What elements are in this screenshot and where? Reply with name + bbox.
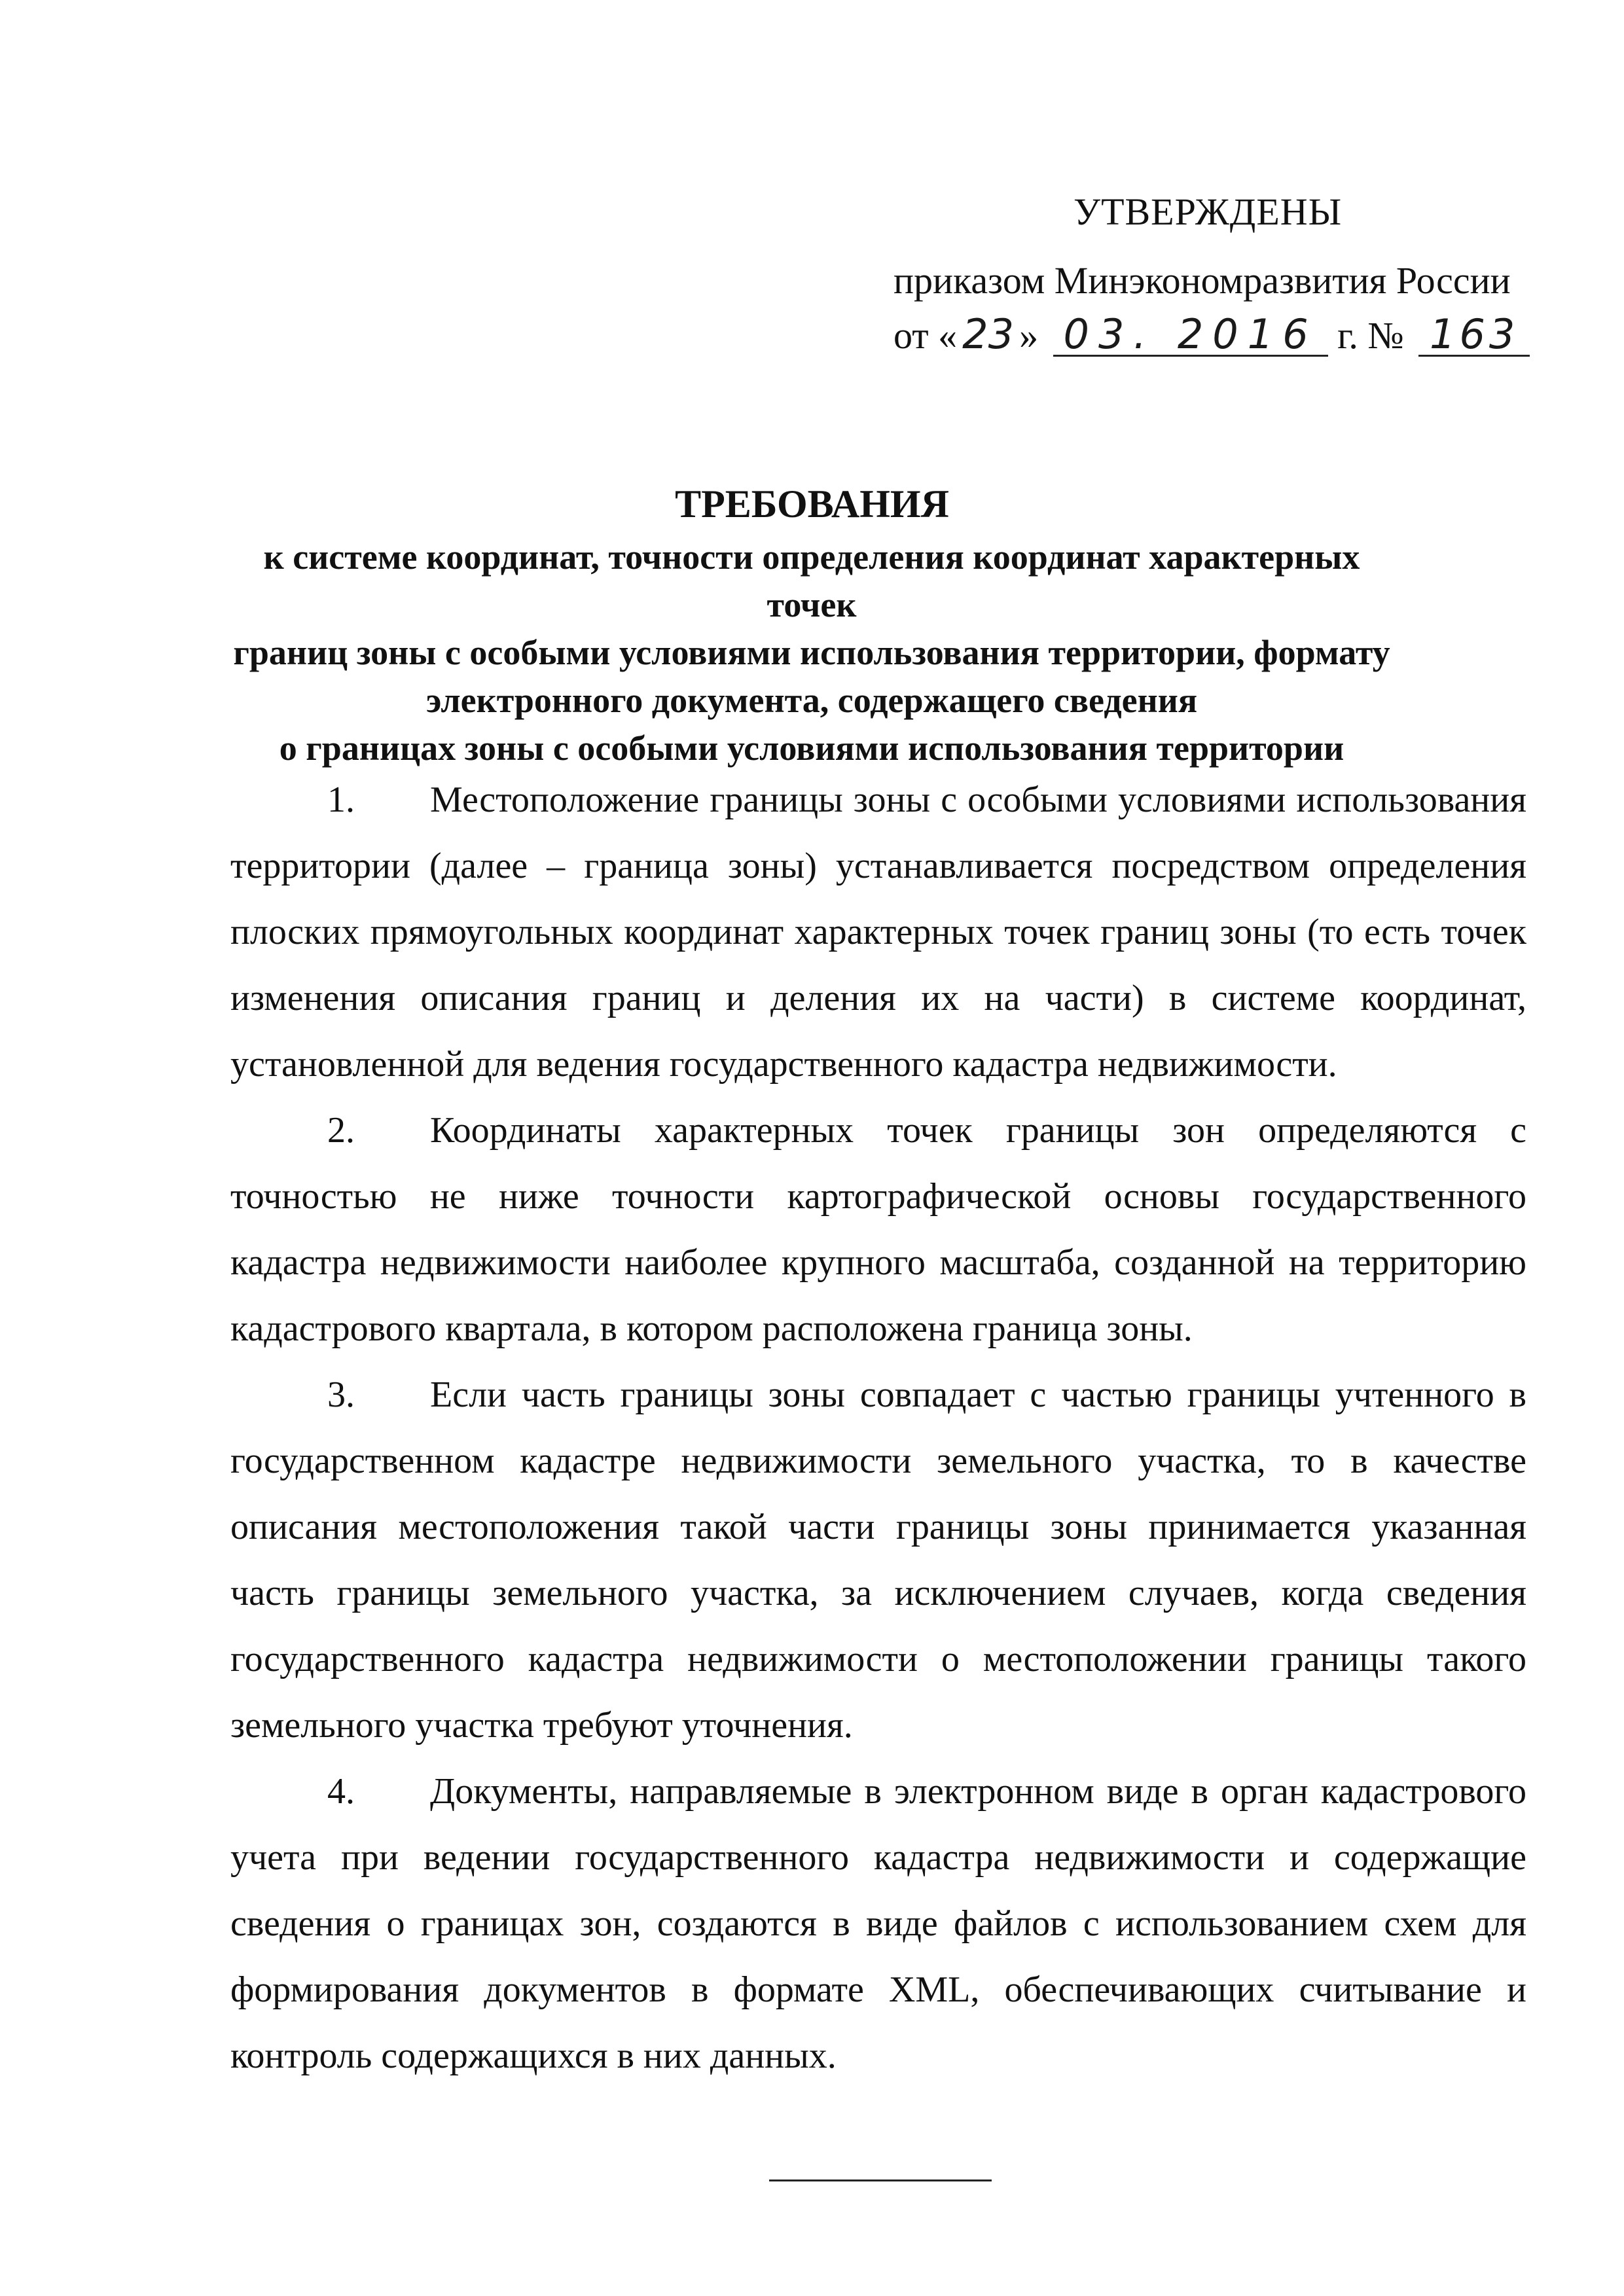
closing-divider bbox=[769, 2179, 992, 2181]
paragraph-number: 1. bbox=[327, 780, 355, 820]
order-issuer: приказом Минэкономразвития России bbox=[893, 259, 1511, 302]
document-subtitle bbox=[223, 533, 1401, 772]
paragraph-number: 2. bbox=[327, 1110, 355, 1151]
paragraph-text: Документы, направляемые в электронном виде в орган кадастрового учета при ведении государственного кадастра недвижимости и содержащие сведения о границах зон, создаются в виде файлов с использованием схем для формирования документов в формате XML, обеспечивающих считывание и контроль содержащихся в них данных. bbox=[230, 1771, 1526, 2076]
paragraph-number: 4. bbox=[327, 1771, 355, 1812]
paragraph-text: Местоположение границы зоны с особыми условиями использования территории (далее – граница зоны) устанавливается посредством определения плоских прямоугольных координат характерных точек границ зоны (то есть точек изменения описания границ и деления их на части) в системе координат, установленной для ведения государственного кадастра недвижимости. bbox=[230, 780, 1526, 1085]
order-date-line bbox=[893, 310, 1530, 358]
date-prefix: от « bbox=[893, 314, 958, 357]
paragraph-number: 3. bbox=[327, 1374, 355, 1415]
paragraph bbox=[230, 767, 1526, 1098]
document-title: ТРЕБОВАНИЯ bbox=[675, 482, 949, 526]
subtitle-line: о границах зоны с особыми условиями использования территории bbox=[279, 728, 1344, 768]
handwritten-date: 03. 2016 bbox=[1053, 314, 1328, 357]
subtitle-line: электронного документа, содержащего сведения bbox=[425, 681, 1198, 720]
paragraph-text: Если часть границы зоны совпадает с частью границы учтенного в государственном кадастре недвижимости земельного участка, то в качестве описания местоположения такой части границы зоны принимается указанная часть границы земельного участка, за исключением случаев, когда сведения государственного кадастра недвижимости о местоположении границы такого земельного участка требуют уточнения. bbox=[230, 1374, 1526, 1746]
subtitle-line: к системе координат, точности определения координат характерных точек bbox=[263, 537, 1360, 624]
handwritten-day: 23 bbox=[962, 310, 1015, 358]
subtitle-line: границ зоны с особыми условиями использования территории, формату bbox=[233, 633, 1390, 672]
paragraph-text: Координаты характерных точек границы зон определяются с точностью не ниже точности картографической основы государственного кадастра недвижимости наиболее крупного масштаба, созданной на территорию кадастрового квартала, в котором расположена граница зоны. bbox=[230, 1110, 1526, 1349]
handwritten-number: 163 bbox=[1418, 314, 1530, 357]
number-prefix: г. № bbox=[1337, 314, 1404, 357]
approved-label: УТВЕРЖДЕНЫ bbox=[1074, 190, 1343, 233]
date-mid: » bbox=[1019, 314, 1039, 357]
paragraph bbox=[230, 1098, 1526, 1362]
document-body bbox=[230, 767, 1526, 2089]
paragraph bbox=[230, 1759, 1526, 2089]
paragraph bbox=[230, 1362, 1526, 1759]
